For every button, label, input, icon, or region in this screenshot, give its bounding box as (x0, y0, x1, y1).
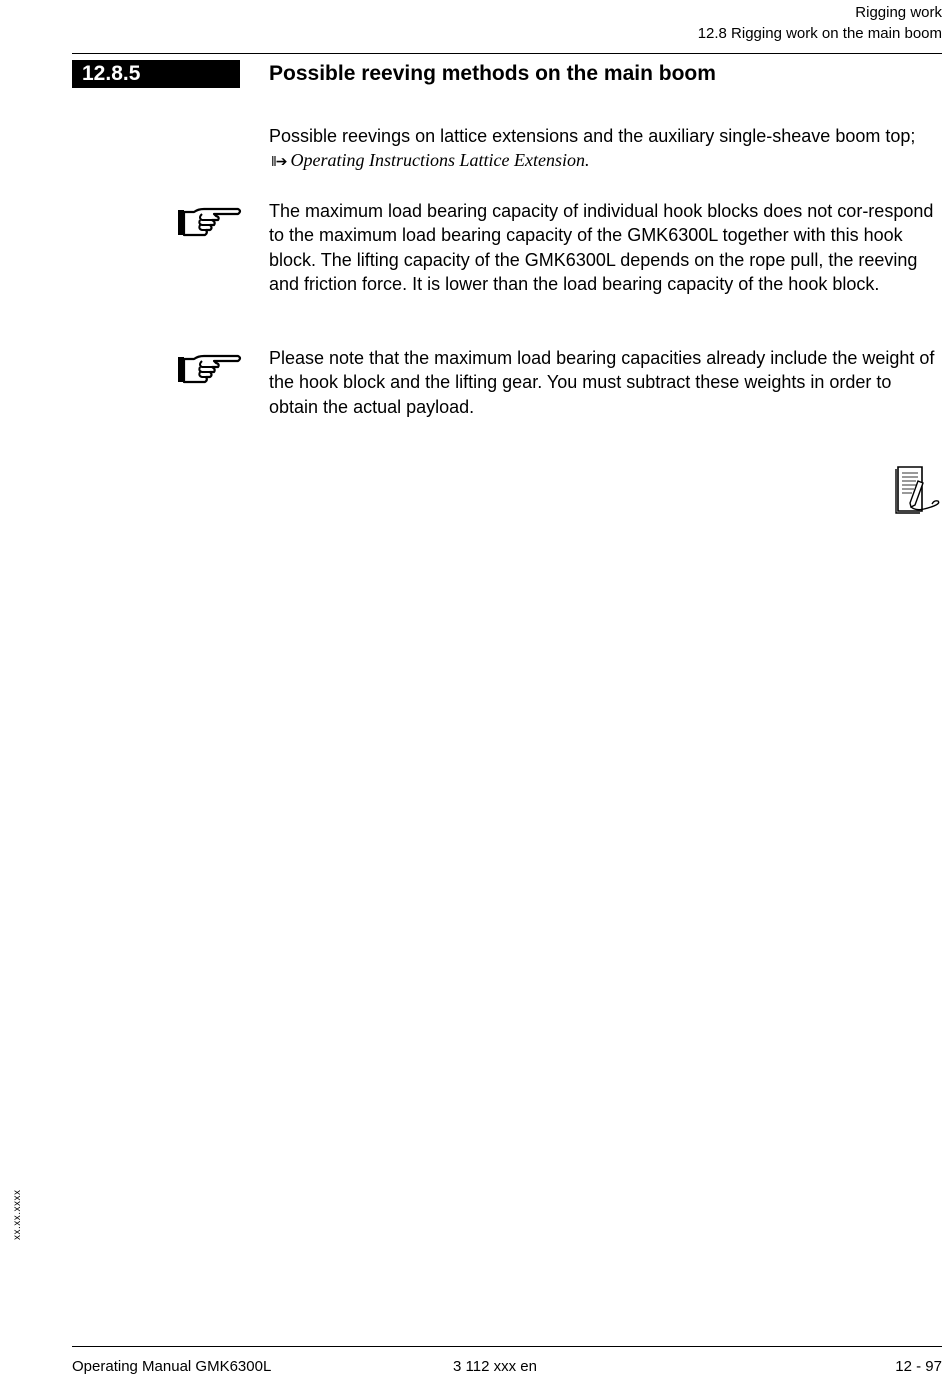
footer-rule (72, 1346, 942, 1347)
page-header (698, 2, 942, 44)
paragraph-load-capacity: The maximum load bearing capacity of individual hook blocks does not cor-respond to the maximum load bearing capacity of the GMK6300L together with this hook block. The lifting capacity of the GMK6300L depends on the rope pull, the reeving and friction force. It is lower than the load bearing capacity of the hook block. (269, 201, 934, 295)
footer-doc-number: 3 112 xxx en (453, 1358, 537, 1375)
pointing-hand-icon (176, 206, 242, 238)
side-code-wrapper (12, 1186, 24, 1240)
header-section: 12.8 Rigging work on the main boom (697, 25, 942, 42)
footer-page-number: 12 - 97 (895, 1358, 942, 1375)
header-chapter: Rigging work (855, 4, 942, 21)
paragraph-payload: Please note that the maximum load bearing capacities already include the weight of the hook block and the lifting gear. You must subtract these weights in order to obtain the actual payload. (269, 348, 935, 417)
section-title: Possible reeving methods on the main boom (269, 62, 716, 85)
pointing-hand-icon (176, 353, 242, 385)
notebook-pen-icon (894, 465, 942, 515)
footer-manual: Operating Manual GMK6300L (72, 1358, 272, 1375)
reference-arrow-icon: ‖➔ (271, 153, 287, 170)
paragraph-reevings (269, 124, 941, 174)
reference-link[interactable]: Operating Instructions Lattice Extension. (290, 150, 590, 171)
section-number: 12.8.5 (72, 60, 240, 88)
header-rule (72, 53, 942, 54)
side-code: xx.xx.xxxx (12, 1189, 23, 1240)
paragraph-reevings-text: Possible reevings on lattice extensions and the auxiliary single-sheave boom top; (269, 126, 916, 146)
